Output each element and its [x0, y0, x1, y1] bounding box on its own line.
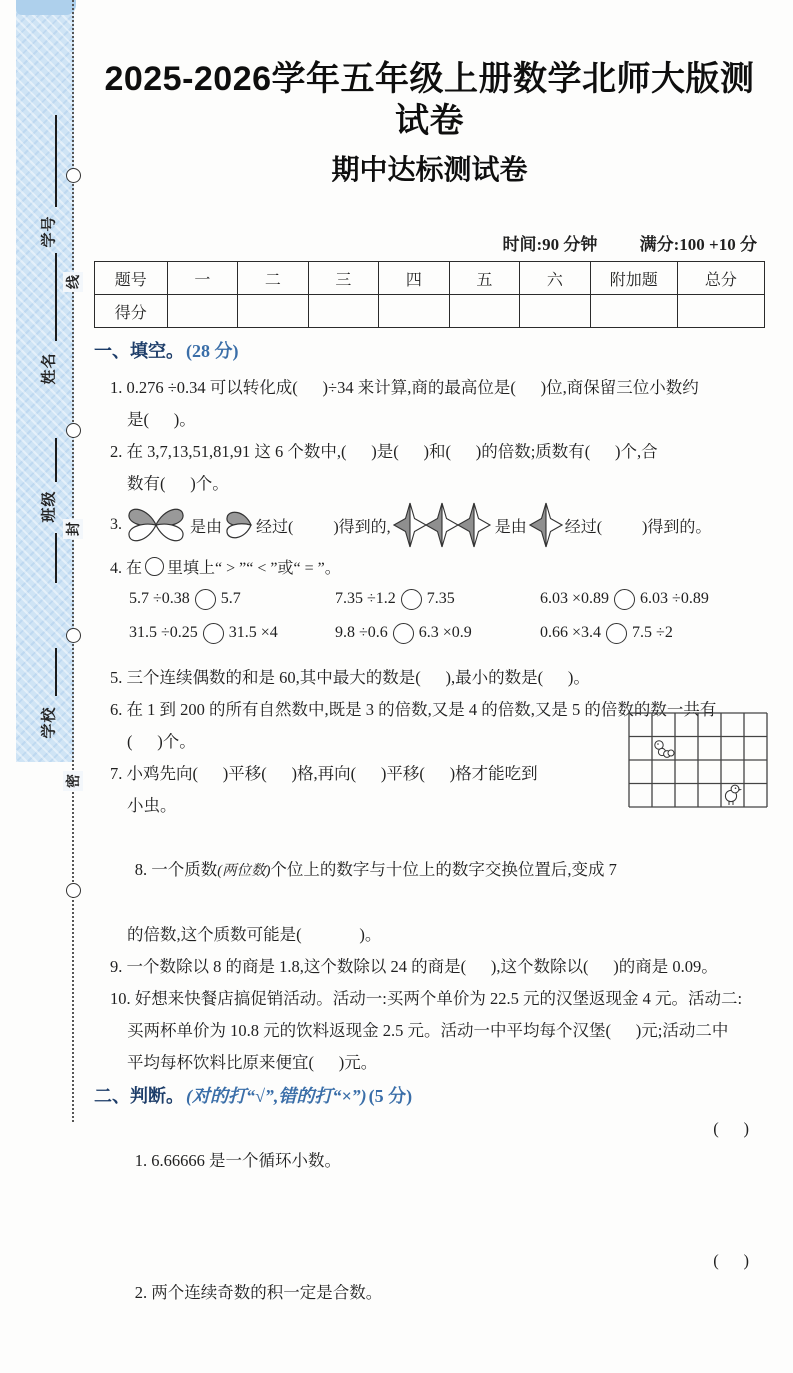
score-table	[94, 261, 765, 328]
compare-item: 31.5 ÷0.25 31.5 ×4	[129, 623, 335, 644]
compare-circle-icon	[195, 589, 216, 610]
q10-line2: 买两杯单价为 10.8 元的饮料返现金 2.5 元。活动一中平均每个汉堡( )元;活动二中	[127, 1021, 729, 1040]
q3-number: 3.	[110, 516, 122, 533]
paper-subtitle: 期中达标测试卷	[331, 154, 528, 185]
judge-q1: 1. 6.66666 是一个循环小数。 ( )	[94, 1113, 765, 1241]
header-cell: 一	[167, 262, 238, 295]
header-cell: 题号	[95, 262, 168, 295]
compare-circle-icon	[606, 623, 627, 644]
petal-unit-icon	[224, 507, 254, 543]
exam-meta	[94, 230, 765, 255]
score-cell-empty	[449, 295, 520, 328]
section2-heading: 二、判断。 (对的打“√”,错的打“×”) (5 分)	[94, 1086, 413, 1106]
fill-circle-icon	[145, 557, 164, 576]
translation-grid	[628, 712, 768, 808]
q4-intro: 4. 在 里填上“ > ”“ < ”或“ = ”。	[94, 550, 765, 582]
q2-line2: 数有( )个。	[127, 474, 229, 493]
answer-blank: ( )	[713, 1119, 749, 1138]
compare-circle-icon	[401, 589, 422, 610]
seal-char-xian: 线	[63, 272, 83, 292]
header-cell: 六	[520, 262, 591, 295]
compare-item: 7.35 ÷1.2 7.35	[335, 589, 540, 610]
q6-line1: 6. 在 1 到 200 的所有自然数中,既是 3 的倍数,又是 4 的倍数,又是 5 的倍数的数一共有	[110, 700, 717, 719]
full-score: 满分:100 +10 分	[639, 235, 757, 254]
class-line	[55, 438, 57, 482]
class-label: 班级	[41, 489, 58, 523]
exam-paper	[94, 0, 765, 1373]
q8-line1: 8. 一个质数(两位数)个位上的数字与十位上的数字交换位置后,变成 7	[134, 860, 617, 879]
q10-line1: 10. 好想来快餐店搞促销活动。活动一:买两个单价为 22.5 元的汉堡返现金 4 元。活动二:	[110, 989, 743, 1008]
q1-line2: 是( )。	[127, 410, 196, 429]
school-line	[55, 648, 57, 696]
translation-grid-figure	[628, 712, 768, 813]
chick-icon	[725, 785, 742, 805]
school-line	[55, 533, 57, 583]
section2-questions	[94, 1113, 765, 1373]
name-label: 姓名	[41, 351, 58, 385]
compare-item: 9.8 ÷0.6 6.3 ×0.9	[335, 623, 540, 644]
seal-char-feng: 封	[63, 519, 83, 539]
q4-compare-row2	[94, 616, 765, 650]
time-limit: 时间:90 分钟	[502, 235, 598, 254]
four-petal-figure-icon	[124, 505, 188, 545]
header-cell: 五	[449, 262, 520, 295]
score-table-score-row	[95, 295, 765, 328]
header-cell: 附加题	[590, 262, 677, 295]
star-row-icon	[393, 502, 493, 548]
score-cell-empty	[167, 295, 238, 328]
q8-hint-two-digit: (两位数)	[217, 863, 271, 879]
answer-blank: ( )	[713, 1251, 749, 1270]
q10-line3: 平均每杯饮料比原来便宜( )元。	[127, 1053, 378, 1072]
binding-strip-cap	[16, 0, 76, 15]
q5-line: 5. 三个连续偶数的和是 60,其中最大的数是( ),最小的数是( )。	[110, 668, 590, 687]
score-cell-empty	[590, 295, 677, 328]
seal-hole-icon	[66, 628, 81, 643]
caterpillar-icon	[655, 741, 674, 758]
score-table-header-row	[95, 262, 765, 295]
student-number-line	[55, 115, 57, 207]
score-cell-empty	[520, 295, 591, 328]
header-cell: 四	[379, 262, 450, 295]
seal-hole-icon	[66, 883, 81, 898]
compare-item: 0.66 ×3.4 7.5 ÷2	[540, 623, 673, 644]
seal-hole-icon	[66, 168, 81, 183]
q7-line1: 7. 小鸡先向( )平移( )格,再向( )平移( )格才能吃到	[110, 764, 538, 783]
paper-title: 2025-2026学年五年级上册数学北师大版测试卷	[104, 60, 755, 140]
star-unit-icon	[529, 502, 563, 548]
compare-item: 6.03 ×0.89 6.03 ÷0.89	[540, 589, 709, 610]
q9-line: 9. 一个数除以 8 的商是 1.8,这个数除以 24 的商是( ),这个数除以( )的商是 0.09。	[110, 957, 718, 976]
section1-heading: 一、填空。 (28 分)	[94, 341, 239, 361]
judge-q2: 2. 两个连续奇数的积一定是合数。 ( )	[94, 1245, 765, 1373]
compare-circle-icon	[393, 623, 414, 644]
compare-item: 5.7 ÷0.38 5.7	[129, 589, 335, 610]
seal-hole-icon	[66, 423, 81, 438]
q6-line2: ( )个。	[127, 732, 196, 751]
q1-line1: 1. 0.276 ÷0.34 可以转化成( )÷34 来计算,商的最高位是( )位,商保留三位小数约	[110, 378, 699, 397]
score-cell-empty	[677, 295, 764, 328]
score-row-label: 得分	[95, 295, 168, 328]
header-cell: 二	[238, 262, 309, 295]
q7-line2: 小虫。	[127, 796, 177, 815]
score-cell-empty	[308, 295, 379, 328]
q3-rotation-figures: 3. 是由 经过( )得到的, 是由 经过( )得到的。	[94, 500, 765, 550]
header-cell: 三	[308, 262, 379, 295]
student-number-label: 学号	[41, 214, 58, 248]
name-line	[55, 253, 57, 341]
q2-line1: 2. 在 3,7,13,51,81,91 这 6 个数中,( )是( )和( )的倍数;质数有( )个,合	[110, 442, 658, 461]
header-cell: 总分	[677, 262, 764, 295]
score-cell-empty	[379, 295, 450, 328]
score-cell-empty	[238, 295, 309, 328]
compare-circle-icon	[614, 589, 635, 610]
seal-char-mi: 密	[63, 771, 83, 791]
q8-line2: 的倍数,这个质数可能是( )。	[127, 925, 382, 944]
school-label: 学校	[41, 705, 58, 739]
q4-compare-row1	[94, 582, 765, 616]
compare-circle-icon	[203, 623, 224, 644]
